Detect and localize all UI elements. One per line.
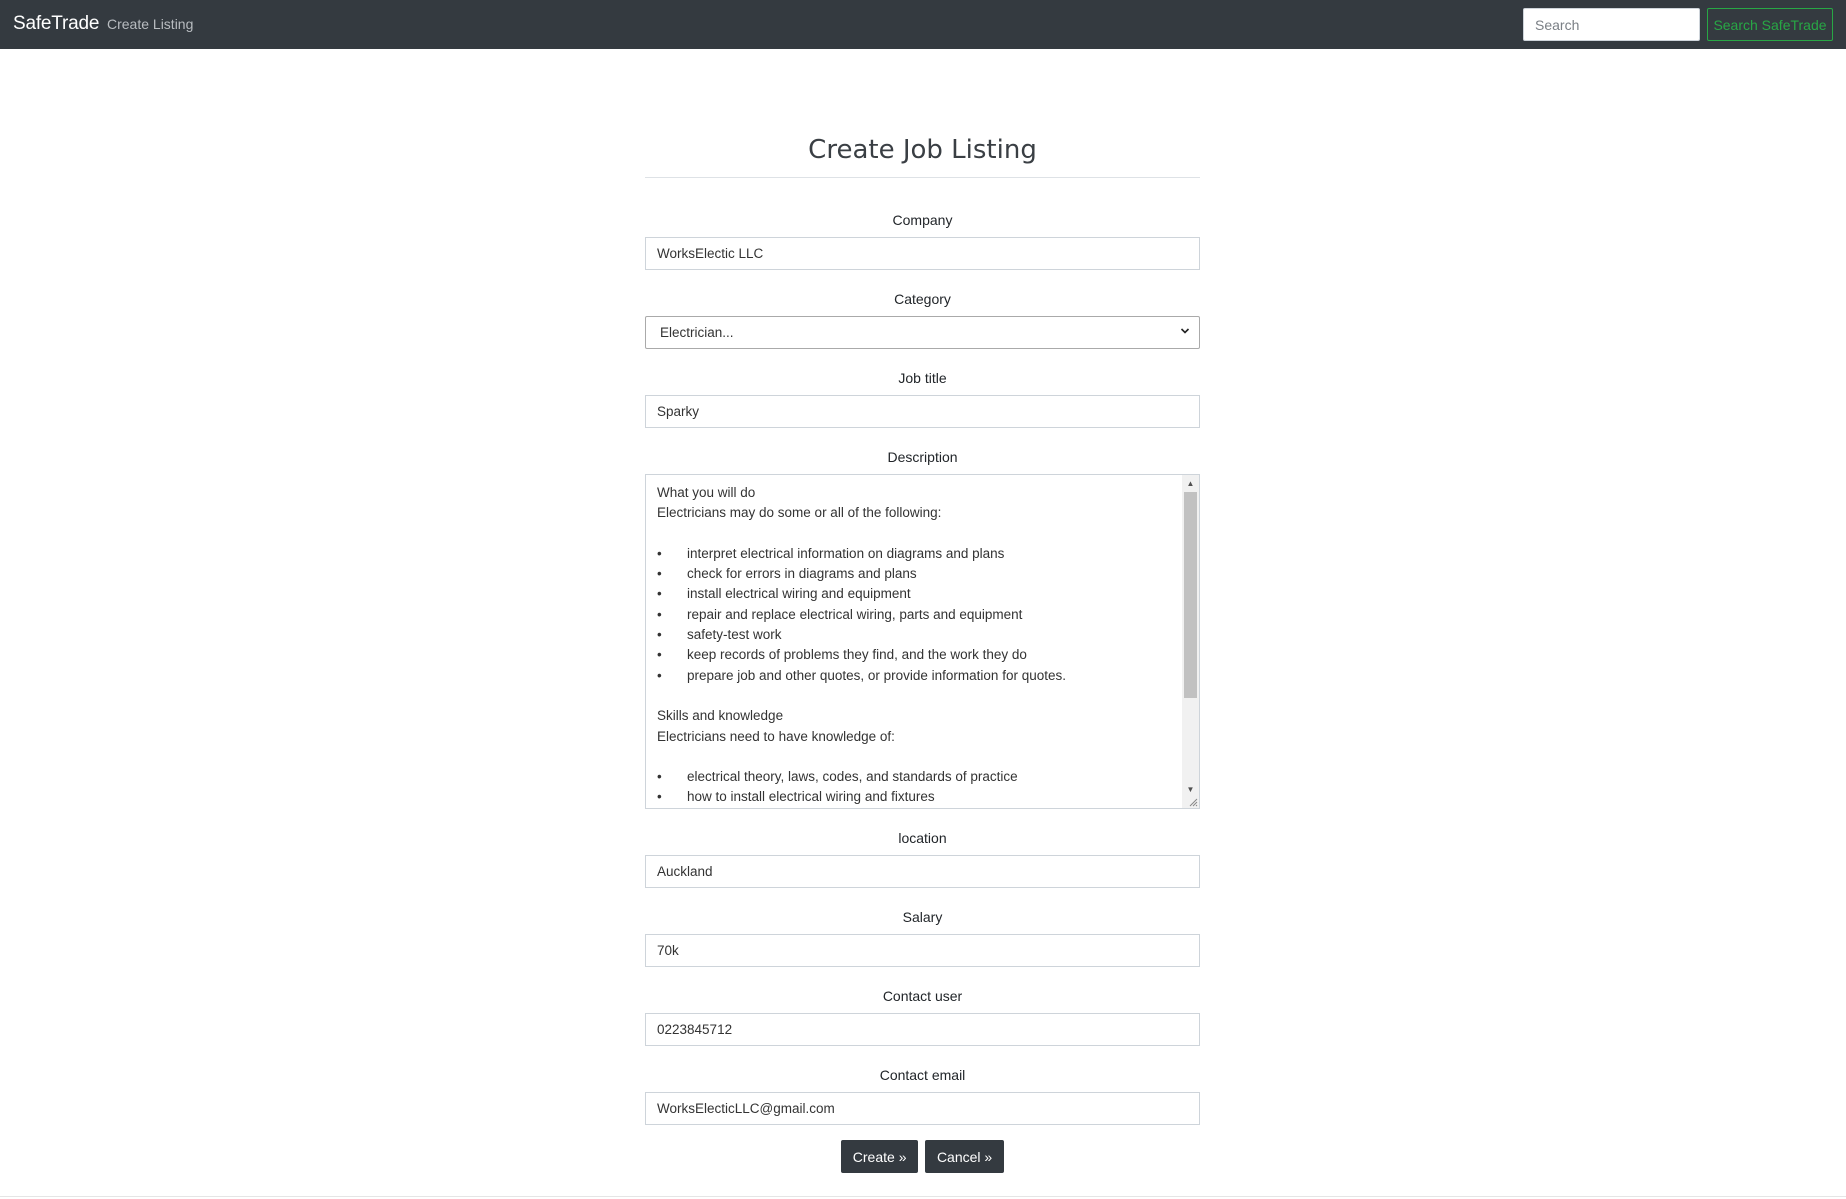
bullet-glyph: • (657, 566, 662, 582)
contact-email-label: Contact email (879, 1067, 966, 1083)
page-title: Create Job Listing (808, 135, 1037, 165)
description-line (657, 544, 1179, 564)
bullet-glyph: • (657, 606, 662, 622)
company-group (645, 212, 1200, 270)
description-line (657, 584, 1179, 604)
description-line (657, 524, 1179, 544)
bullet-glyph: • (657, 769, 662, 785)
contact-user-input[interactable] (645, 1013, 1200, 1046)
create-button[interactable]: Create » (841, 1140, 919, 1173)
category-label: Category (894, 291, 951, 307)
chevron-down-icon (1180, 326, 1190, 336)
form-actions (645, 1140, 1200, 1173)
description-line-text: check for errors in diagrams and plans (687, 566, 917, 582)
top-navbar (0, 0, 1846, 49)
description-line (657, 625, 1179, 645)
company-input[interactable] (645, 237, 1200, 270)
description-line-text: prepare job and other quotes, or provide information for quotes. (687, 667, 1066, 683)
create-listing-form-container (645, 130, 1200, 1173)
description-line-text: repair and replace electrical wiring, parts and equipment (687, 606, 1023, 622)
description-line-text: electrical theory, laws, codes, and standards of practice (687, 769, 1018, 785)
category-selected-value[interactable]: Electrician... (645, 316, 1200, 349)
description-label: Description (887, 449, 958, 465)
description-line (657, 605, 1179, 625)
location-label: location (898, 830, 947, 846)
description-text (657, 483, 1179, 808)
description-line-text: What you will do (657, 485, 756, 500)
description-line (657, 767, 1179, 787)
description-line-text: interpret electrical information on diagrams and plans (687, 545, 1005, 561)
job-title-input[interactable] (645, 395, 1200, 428)
salary-group (645, 909, 1200, 967)
nav-create-listing-link[interactable]: Create Listing (107, 16, 194, 32)
description-group (645, 449, 1200, 809)
contact-email-input[interactable] (645, 1092, 1200, 1125)
job-title-group (645, 370, 1200, 428)
search-safetrade-button[interactable]: Search SafeTrade (1707, 8, 1833, 41)
contact-email-group (645, 1067, 1200, 1125)
category-select[interactable] (645, 316, 1200, 349)
scroll-down-arrow-icon[interactable]: ▼ (1186, 785, 1195, 794)
description-line-text: Electricians need to have knowledge of: (657, 728, 895, 744)
description-line (657, 686, 1179, 706)
description-line (657, 666, 1179, 686)
resize-handle-icon[interactable] (1188, 797, 1198, 807)
brand-link[interactable]: SafeTrade (13, 13, 100, 34)
search-input[interactable] (1523, 8, 1700, 41)
job-title-label: Job title (898, 370, 947, 386)
description-line-text: install electrical wiring and equipment (687, 586, 911, 602)
description-line (657, 503, 1179, 523)
description-line-text: safety-test work (687, 627, 782, 643)
description-line-text: Skills and knowledge (657, 708, 784, 724)
bullet-glyph: • (657, 545, 662, 561)
description-line (657, 727, 1179, 747)
description-line (657, 483, 1179, 503)
bullet-glyph: • (657, 627, 662, 643)
description-textarea[interactable] (645, 474, 1200, 809)
bullet-glyph: • (657, 586, 662, 602)
footer-divider (0, 1196, 1846, 1197)
location-group (645, 830, 1200, 888)
description-line-text: Electricians may do some or all of the following: (657, 505, 942, 521)
cancel-button[interactable]: Cancel » (925, 1140, 1004, 1173)
scroll-up-arrow-icon[interactable]: ▲ (1186, 479, 1195, 488)
salary-input[interactable] (645, 934, 1200, 967)
contact-user-group (645, 988, 1200, 1046)
description-line (657, 747, 1179, 767)
description-scrollbar[interactable] (1182, 475, 1199, 808)
description-line (657, 706, 1179, 726)
description-line (657, 787, 1179, 807)
category-group (645, 291, 1200, 349)
description-line-text: keep records of problems they find, and the work they do (687, 647, 1027, 663)
scroll-thumb[interactable] (1184, 492, 1197, 698)
description-line-text: how to install electrical wiring and fixtures (687, 789, 935, 805)
bullet-glyph: • (657, 789, 662, 805)
title-divider (645, 177, 1200, 178)
description-line (657, 564, 1179, 584)
company-label: Company (892, 212, 953, 228)
contact-user-label: Contact user (882, 988, 963, 1004)
bullet-glyph: • (657, 647, 662, 663)
bullet-glyph: • (657, 667, 662, 683)
location-input[interactable] (645, 855, 1200, 888)
description-line (657, 645, 1179, 665)
salary-label: Salary (902, 909, 943, 925)
